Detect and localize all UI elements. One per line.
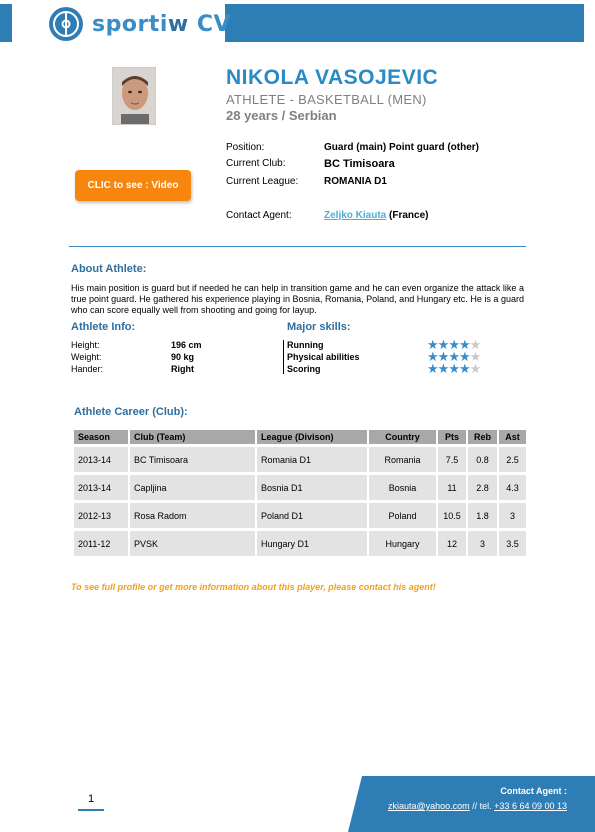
page-header bbox=[0, 0, 595, 50]
star-filled-icon: ★ bbox=[448, 361, 459, 376]
star-filled-icon: ★ bbox=[458, 361, 470, 376]
col-season: Season bbox=[74, 430, 128, 444]
cell-country: Romania bbox=[369, 447, 436, 472]
star-filled-icon: ★ bbox=[427, 361, 438, 376]
club-label: Current Club: bbox=[226, 158, 286, 169]
table-header-row bbox=[74, 430, 526, 444]
ball-logo-icon bbox=[48, 6, 84, 42]
star-filled-icon: ★ bbox=[448, 349, 459, 364]
athlete-photo-icon bbox=[113, 68, 156, 125]
table-row bbox=[74, 531, 526, 556]
position-value: Guard (main) Point guard (other) bbox=[324, 142, 479, 153]
league-label: Current League: bbox=[226, 176, 299, 187]
cell-pts: 11 bbox=[438, 475, 466, 500]
cell-league: Romania D1 bbox=[257, 447, 367, 472]
position-label: Position: bbox=[226, 142, 265, 153]
cell-club: Capljina bbox=[130, 475, 255, 500]
star-empty-icon: ★ bbox=[469, 337, 481, 352]
athlete-subtitle: ATHLETE - BASKETBALL (MEN) bbox=[226, 92, 427, 107]
skill-scoring: Scoring bbox=[287, 364, 321, 374]
table-row bbox=[74, 447, 526, 472]
col-club: Club (Team) bbox=[130, 430, 255, 444]
col-ast: Ast bbox=[499, 430, 526, 444]
table-row bbox=[74, 503, 526, 528]
cell-season: 2012-13 bbox=[74, 503, 128, 528]
cell-reb: 3 bbox=[468, 531, 497, 556]
col-pts: Pts bbox=[438, 430, 466, 444]
info-value: 196 cm bbox=[171, 340, 202, 350]
contact-cta: To see full profile or get more information about this player, please contact his agent! bbox=[71, 582, 436, 592]
footer-separator: // tel. bbox=[469, 801, 495, 811]
cell-reb: 0.8 bbox=[468, 447, 497, 472]
cell-ast: 4.3 bbox=[499, 475, 526, 500]
career-table bbox=[72, 427, 528, 559]
cell-ast: 3 bbox=[499, 503, 526, 528]
star-filled-icon: ★ bbox=[437, 349, 449, 364]
header-divider bbox=[69, 246, 526, 247]
about-title: About Athlete: bbox=[71, 263, 147, 275]
cell-league: Hungary D1 bbox=[257, 531, 367, 556]
cell-season: 2013-14 bbox=[74, 447, 128, 472]
cell-reb: 2.8 bbox=[468, 475, 497, 500]
star-filled-icon: ★ bbox=[437, 361, 449, 376]
info-value: Right bbox=[171, 364, 194, 374]
skill-running: Running bbox=[287, 340, 324, 350]
cell-country: Bosnia bbox=[369, 475, 436, 500]
star-empty-icon: ★ bbox=[469, 349, 481, 364]
col-league: League (Divison) bbox=[257, 430, 367, 444]
athlete-name: NIKOLA VASOJEVIC bbox=[226, 66, 439, 89]
star-filled-icon: ★ bbox=[427, 337, 438, 352]
skills-divider bbox=[283, 340, 284, 374]
agent-link[interactable]: Zeljko Kiauta bbox=[324, 210, 387, 221]
star-rating bbox=[427, 361, 481, 376]
cell-club: BC Timisoara bbox=[130, 447, 255, 472]
page-number: 1 bbox=[78, 793, 104, 811]
info-title: Athlete Info: bbox=[71, 321, 136, 333]
table-row bbox=[74, 475, 526, 500]
about-text: His main position is guard but if needed he can help in transition game and he can even organize the attack like a true point guard. He gathered his experience playing in Bosnia, Romania, Poland, and Hungary etc. He is a guard who can score equally well from shooting and going for layup. bbox=[71, 283, 524, 315]
col-reb: Reb bbox=[468, 430, 497, 444]
cell-pts: 12 bbox=[438, 531, 466, 556]
agent-phone-link[interactable]: +33 6 64 09 00 13 bbox=[494, 801, 567, 811]
cell-club: Rosa Radom bbox=[130, 503, 255, 528]
league-value: ROMANIA D1 bbox=[324, 176, 387, 187]
agent-email-link[interactable]: zkiauta@yahoo.com bbox=[387, 801, 470, 811]
agent-value bbox=[324, 210, 428, 221]
star-filled-icon: ★ bbox=[427, 349, 438, 364]
cell-club: PVSK bbox=[130, 531, 255, 556]
cell-league: Poland D1 bbox=[257, 503, 367, 528]
footer-contact-line bbox=[388, 801, 567, 811]
agent-country: (France) bbox=[386, 210, 429, 221]
header-right-bar bbox=[225, 4, 584, 42]
footer-contact-title: Contact Agent : bbox=[500, 786, 567, 796]
col-country: Country bbox=[369, 430, 436, 444]
cell-ast: 3.5 bbox=[499, 531, 526, 556]
star-empty-icon: ★ bbox=[469, 361, 481, 376]
skill-physical: Physical abilities bbox=[287, 352, 360, 362]
star-filled-icon: ★ bbox=[448, 337, 459, 352]
star-filled-icon: ★ bbox=[458, 349, 470, 364]
cell-reb: 1.8 bbox=[468, 503, 497, 528]
brand-name: sportiw CV bbox=[92, 11, 232, 37]
cell-ast: 2.5 bbox=[499, 447, 526, 472]
cell-season: 2013-14 bbox=[74, 475, 128, 500]
athlete-age-nationality: 28 years / Serbian bbox=[226, 108, 337, 123]
info-label: Height: bbox=[71, 340, 100, 350]
info-label: Hander: bbox=[71, 364, 104, 374]
cell-season: 2011-12 bbox=[74, 531, 128, 556]
cell-pts: 10.5 bbox=[438, 503, 466, 528]
athlete-photo bbox=[112, 67, 156, 125]
cell-league: Bosnia D1 bbox=[257, 475, 367, 500]
info-label: Weight: bbox=[71, 352, 102, 362]
agent-label: Contact Agent: bbox=[226, 210, 292, 221]
cell-country: Hungary bbox=[369, 531, 436, 556]
career-title: Athlete Career (Club): bbox=[74, 406, 188, 418]
video-button[interactable]: CLIC to see : Video bbox=[75, 170, 191, 201]
cell-country: Poland bbox=[369, 503, 436, 528]
cell-pts: 7.5 bbox=[438, 447, 466, 472]
info-value: 90 kg bbox=[171, 352, 195, 362]
star-filled-icon: ★ bbox=[437, 337, 449, 352]
skills-title: Major skills: bbox=[287, 321, 351, 333]
club-value: BC Timisoara bbox=[324, 158, 395, 170]
star-filled-icon: ★ bbox=[458, 337, 470, 352]
brand-logo bbox=[48, 4, 231, 44]
header-left-bar bbox=[0, 4, 12, 42]
